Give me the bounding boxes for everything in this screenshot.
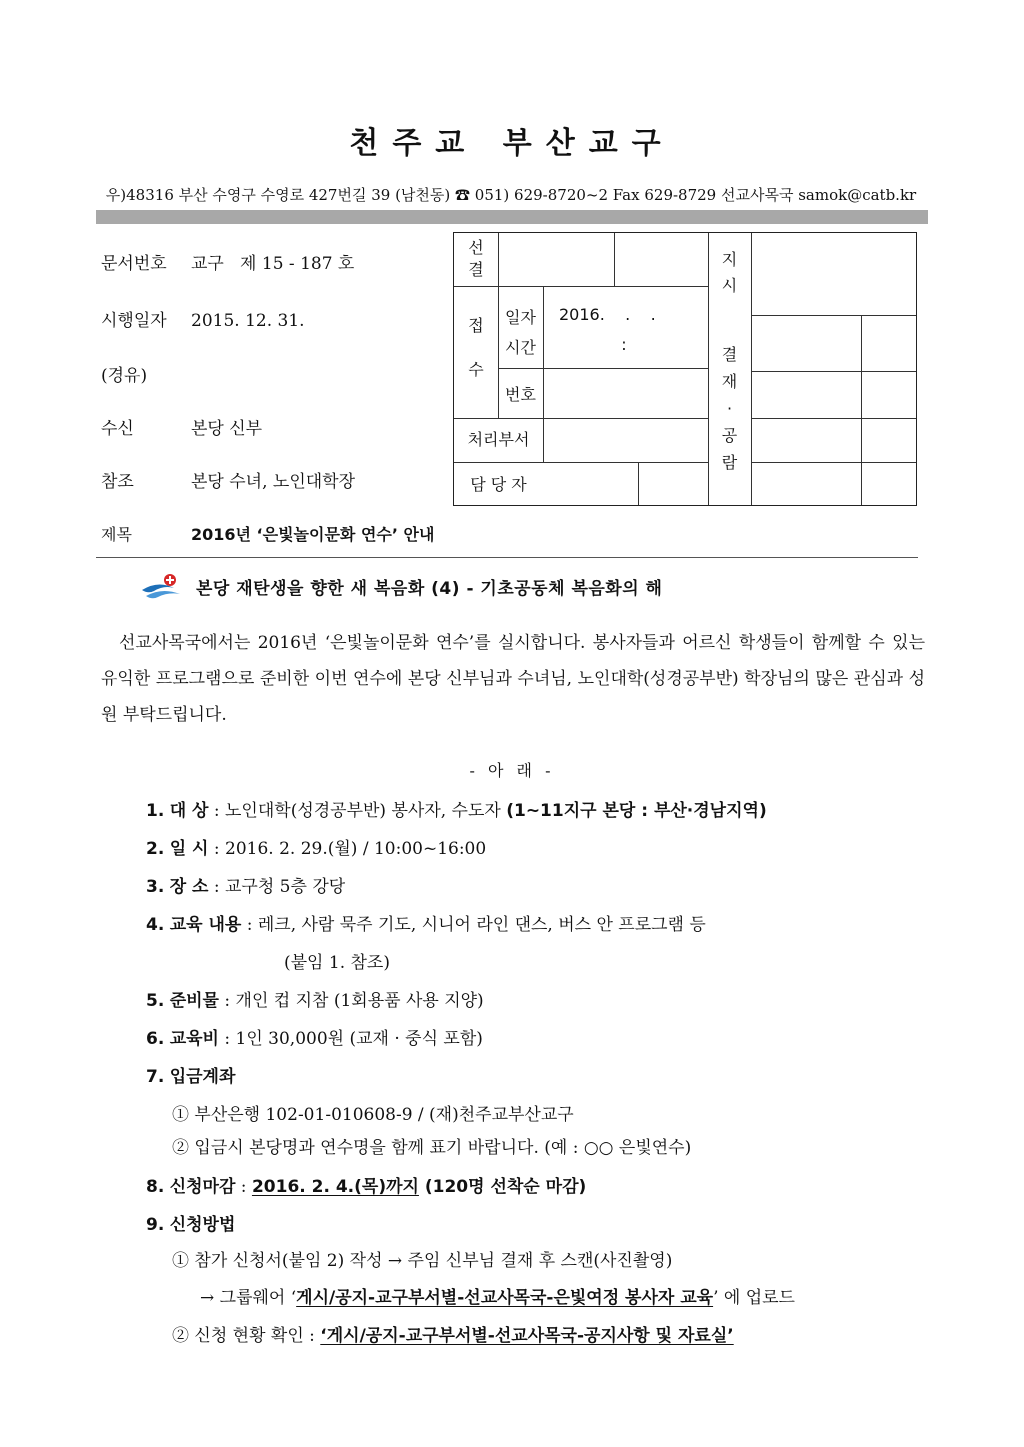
directive-label: 지 시 bbox=[721, 250, 738, 295]
item-number: 1. bbox=[146, 801, 165, 821]
method-upload-line bbox=[200, 1283, 795, 1308]
item-number: 8. bbox=[146, 1177, 165, 1197]
item-text: : 교구청 5층 강당 bbox=[208, 877, 346, 897]
doc-number: 교구 제 15 - 187 호 bbox=[191, 254, 355, 274]
reference-value: 본당 수녀, 노인대학장 bbox=[191, 472, 356, 492]
approval-review-label: 결 재 · 공 람 bbox=[721, 345, 738, 472]
number-label: 번호 bbox=[505, 385, 536, 404]
item-label: 장 소 bbox=[169, 877, 209, 897]
item-text: : 2016. 2. 29.(월) / 10:00~16:00 bbox=[208, 839, 487, 859]
slogan-text: 본당 재탄생을 향한 새 복음화 (4) - 기초공동체 복음화의 해 bbox=[196, 579, 663, 599]
item-method bbox=[146, 1210, 235, 1235]
subject-divider bbox=[96, 557, 918, 558]
item-content-note: (붙임 1. 참조) bbox=[284, 953, 390, 973]
item-emphasis: (1~11지구 본당 : 부산·경남지역) bbox=[506, 801, 767, 821]
status-check-prefix: ② 신청 현황 확인 : bbox=[172, 1326, 321, 1346]
approval-box bbox=[453, 232, 917, 506]
recipient-value: 본당 신부 bbox=[191, 419, 263, 439]
item-number: 2. bbox=[146, 839, 165, 859]
body-paragraph bbox=[101, 625, 925, 733]
item-datetime bbox=[146, 834, 486, 859]
item-fee bbox=[146, 1024, 483, 1049]
reference-label: 참조 bbox=[101, 472, 134, 492]
date-row bbox=[101, 306, 305, 331]
item-content bbox=[146, 910, 706, 935]
slogan-row bbox=[140, 572, 900, 602]
item-supplies bbox=[146, 986, 484, 1011]
diocese-logo-icon bbox=[140, 572, 190, 602]
item-deadline bbox=[146, 1172, 586, 1197]
upload-board-path: 게시/공지-교구부서별-선교사목국-은빛여정 봉사자 교육 bbox=[296, 1288, 714, 1308]
item-number: 9. bbox=[146, 1215, 165, 1235]
date-time-label: 일자 시간 bbox=[505, 308, 536, 357]
header-band bbox=[96, 210, 928, 224]
upload-prefix: → 그룹웨어 ‘ bbox=[200, 1288, 297, 1308]
item-label: 입금계좌 bbox=[169, 1067, 236, 1087]
item-label: 일 시 bbox=[169, 839, 209, 859]
dept-label: 처리부서 bbox=[467, 430, 530, 449]
method-step-1: ① 참가 신청서(붙임 2) 작성 → 주임 신부님 결재 후 스캔(사진촬영) bbox=[172, 1251, 673, 1271]
below-heading: - 아 래 - bbox=[469, 761, 555, 780]
item-number: 3. bbox=[146, 877, 165, 897]
date-label: 시행일자 bbox=[101, 311, 167, 331]
receipt-time: : bbox=[621, 335, 627, 354]
item-separator: : bbox=[235, 1177, 252, 1197]
body-text: 선교사목국에서는 2016년 ‘은빛놀이문화 연수’를 실시합니다. 봉사자들과 어르신 학생들이 함께할 수 있는 유익한 프로그램으로 준비한 이번 연수에 본당 신부님과 수녀님, 노인대학(성경공부반) 학장님의 많은 관심과 성원 부탁드립니다. bbox=[101, 633, 925, 725]
item-number: 5. bbox=[146, 991, 165, 1011]
item-text: : 노인대학(성경공부반) 봉사자, 수도자 bbox=[208, 801, 507, 821]
reference-row bbox=[101, 467, 355, 492]
item-number: 7. bbox=[146, 1067, 165, 1087]
deadline-date: 2016. 2. 4.(목)까지 bbox=[251, 1177, 419, 1197]
item-label: 신청방법 bbox=[169, 1215, 236, 1235]
item-number: 6. bbox=[146, 1029, 165, 1049]
subject-row bbox=[101, 522, 434, 545]
item-text: : 1인 30,000원 (교재 · 중식 포함) bbox=[218, 1029, 483, 1049]
item-place bbox=[146, 872, 345, 897]
recipient-row bbox=[101, 414, 262, 439]
item-label: 교육 내용 bbox=[169, 915, 242, 935]
item-label: 신청마감 bbox=[169, 1177, 236, 1197]
status-board-path: ‘게시/공지-교구부서별-선교사목국-공지사항 및 자료실’ bbox=[320, 1326, 734, 1346]
item-label: 대 상 bbox=[169, 801, 209, 821]
org-address: 우)48316 부산 수영구 수영로 427번길 39 (남천동) ☎ 051) 629-8720~2 Fax 629-8729 선교사목국 samok@catb.kr bbox=[105, 186, 917, 204]
recipient-label: 수신 bbox=[101, 419, 134, 439]
manager-label: 담 당 자 bbox=[470, 475, 527, 494]
deadline-note: (120명 선착순 마감) bbox=[418, 1177, 587, 1197]
org-title: 천주교 부산교구 bbox=[349, 126, 675, 161]
item-label: 준비물 bbox=[169, 991, 219, 1011]
item-number: 4. bbox=[146, 915, 165, 935]
via-label: (경유) bbox=[101, 366, 148, 386]
item-label: 교육비 bbox=[169, 1029, 219, 1049]
method-step-2 bbox=[172, 1321, 734, 1346]
subject-value: 2016년 ‘은빛놀이문화 연수’ 안내 bbox=[191, 525, 435, 544]
doc-number-row bbox=[101, 249, 354, 274]
item-target bbox=[146, 796, 767, 821]
via-row bbox=[101, 361, 147, 386]
receipt-label: 접 수 bbox=[468, 316, 484, 379]
item-account bbox=[146, 1062, 235, 1087]
pre-approval-label: 선 결 bbox=[468, 238, 484, 279]
doc-number-label: 문서번호 bbox=[101, 254, 167, 274]
account-bank-line: ① 부산은행 102-01-010608-9 / (재)천주교부산교구 bbox=[172, 1105, 574, 1125]
subject-label: 제목 bbox=[101, 525, 132, 544]
date-value: 2015. 12. 31. bbox=[191, 311, 305, 331]
receipt-date: 2016. . . bbox=[559, 305, 656, 324]
account-note-line: ② 입금시 본당명과 연수명을 함께 표기 바랍니다. (예 : ○○ 은빛연수) bbox=[172, 1138, 692, 1158]
item-text: : 개인 컵 지참 (1회용품 사용 지양) bbox=[218, 991, 484, 1011]
upload-suffix: ’ 에 업로드 bbox=[713, 1288, 795, 1308]
item-text: : 레크, 사람 묵주 기도, 시니어 라인 댄스, 버스 안 프로그램 등 bbox=[241, 915, 706, 935]
